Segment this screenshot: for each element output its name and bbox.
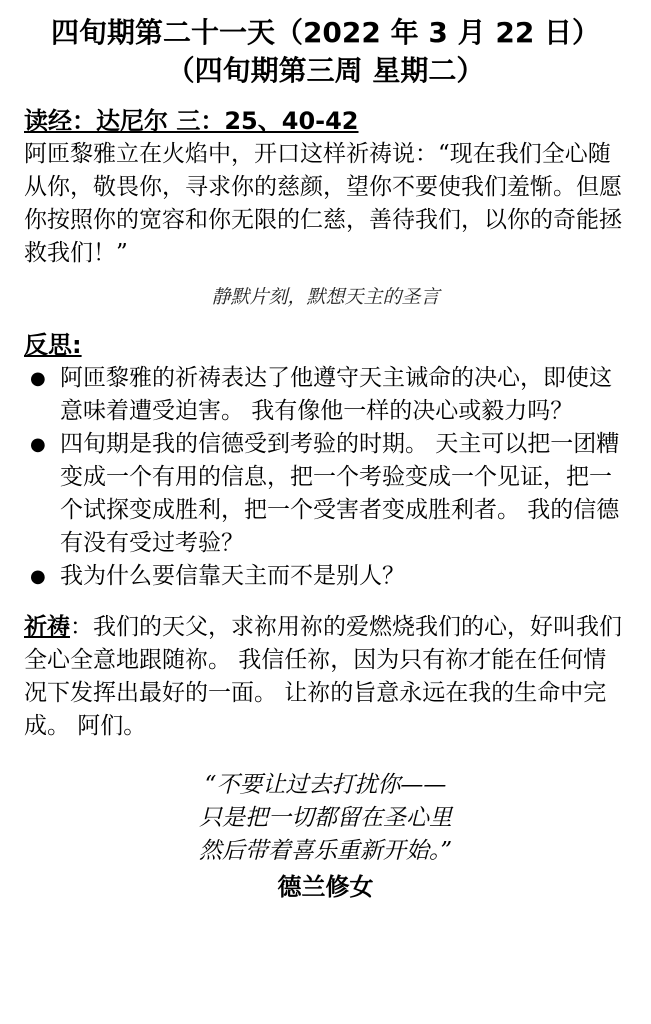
reading-label-colon: ： <box>72 107 96 135</box>
reflection-item-text: 阿匝黎雅的祈祷表达了他遵守天主诫命的决心，即使这意味着遭受迫害。 我有像他一样的决心或毅力吗？ <box>60 365 612 424</box>
silence-note: 静默片刻，默想天主的圣言 <box>211 286 440 308</box>
reading-text: 阿匝黎雅立在火焰中，开口这样祈祷说：“现在我们全心随从你，敬畏你，寻求你的慈颜，望你不要使我们羞惭。但愿你按照你的宽容和你无限的仁慈，善待我们，以你的奇能拯救我们！” <box>24 141 622 266</box>
page-title: 四旬期第二十一天（2022 年 3 月 22 日） <box>50 16 601 49</box>
reading-label-text: 读经 <box>24 107 72 135</box>
reflection-heading: 反思: <box>24 331 82 359</box>
bullet-icon: ● <box>30 368 46 389</box>
reading-reference: 达尼尔 三：25、40-42 <box>96 107 359 135</box>
reflection-item-text: 我为什么要信靠天主而不是别人？ <box>60 563 405 589</box>
reflection-item <box>24 428 627 560</box>
reflection-item-text: 四旬期是我的信德受到考验的时期。 天主可以把一团糟变成一个有用的信息，把一个考验变成一个见证，把一个试探变成胜利，把一个受害者变成胜利者。 我的信德有没有受过考验？ <box>60 431 620 556</box>
prayer-section <box>24 611 627 743</box>
quote-line: 然后带着喜乐重新开始。” <box>198 838 453 864</box>
prayer-text: ：我们的天父，求祢用祢的爱燃烧我们的心，好叫我们全心全意地跟随祢。 我信任祢，因为只有祢才能在任何情况下发挥出最好的一面。 让祢的旨意永远在我的生命中完成。 阿们。 <box>24 614 622 739</box>
quote-author: 德兰修女 <box>277 873 374 901</box>
reading-heading <box>24 104 627 138</box>
reading-section <box>24 104 627 270</box>
quote-line: “不要让过去打扰你—— <box>204 772 447 798</box>
closing-quote <box>24 769 627 868</box>
bullet-icon: ● <box>30 434 46 455</box>
reflection-section <box>24 328 627 593</box>
reading-label <box>24 107 359 135</box>
prayer-label: 祈祷 <box>24 614 70 640</box>
quote-line: 只是把一切都留在圣心里 <box>199 805 452 831</box>
reflection-list <box>24 362 627 593</box>
reflection-item <box>24 362 627 428</box>
bullet-icon: ● <box>30 566 46 587</box>
page-subtitle: （四旬期第三周 星期二） <box>166 54 485 87</box>
reflection-item <box>24 560 627 593</box>
